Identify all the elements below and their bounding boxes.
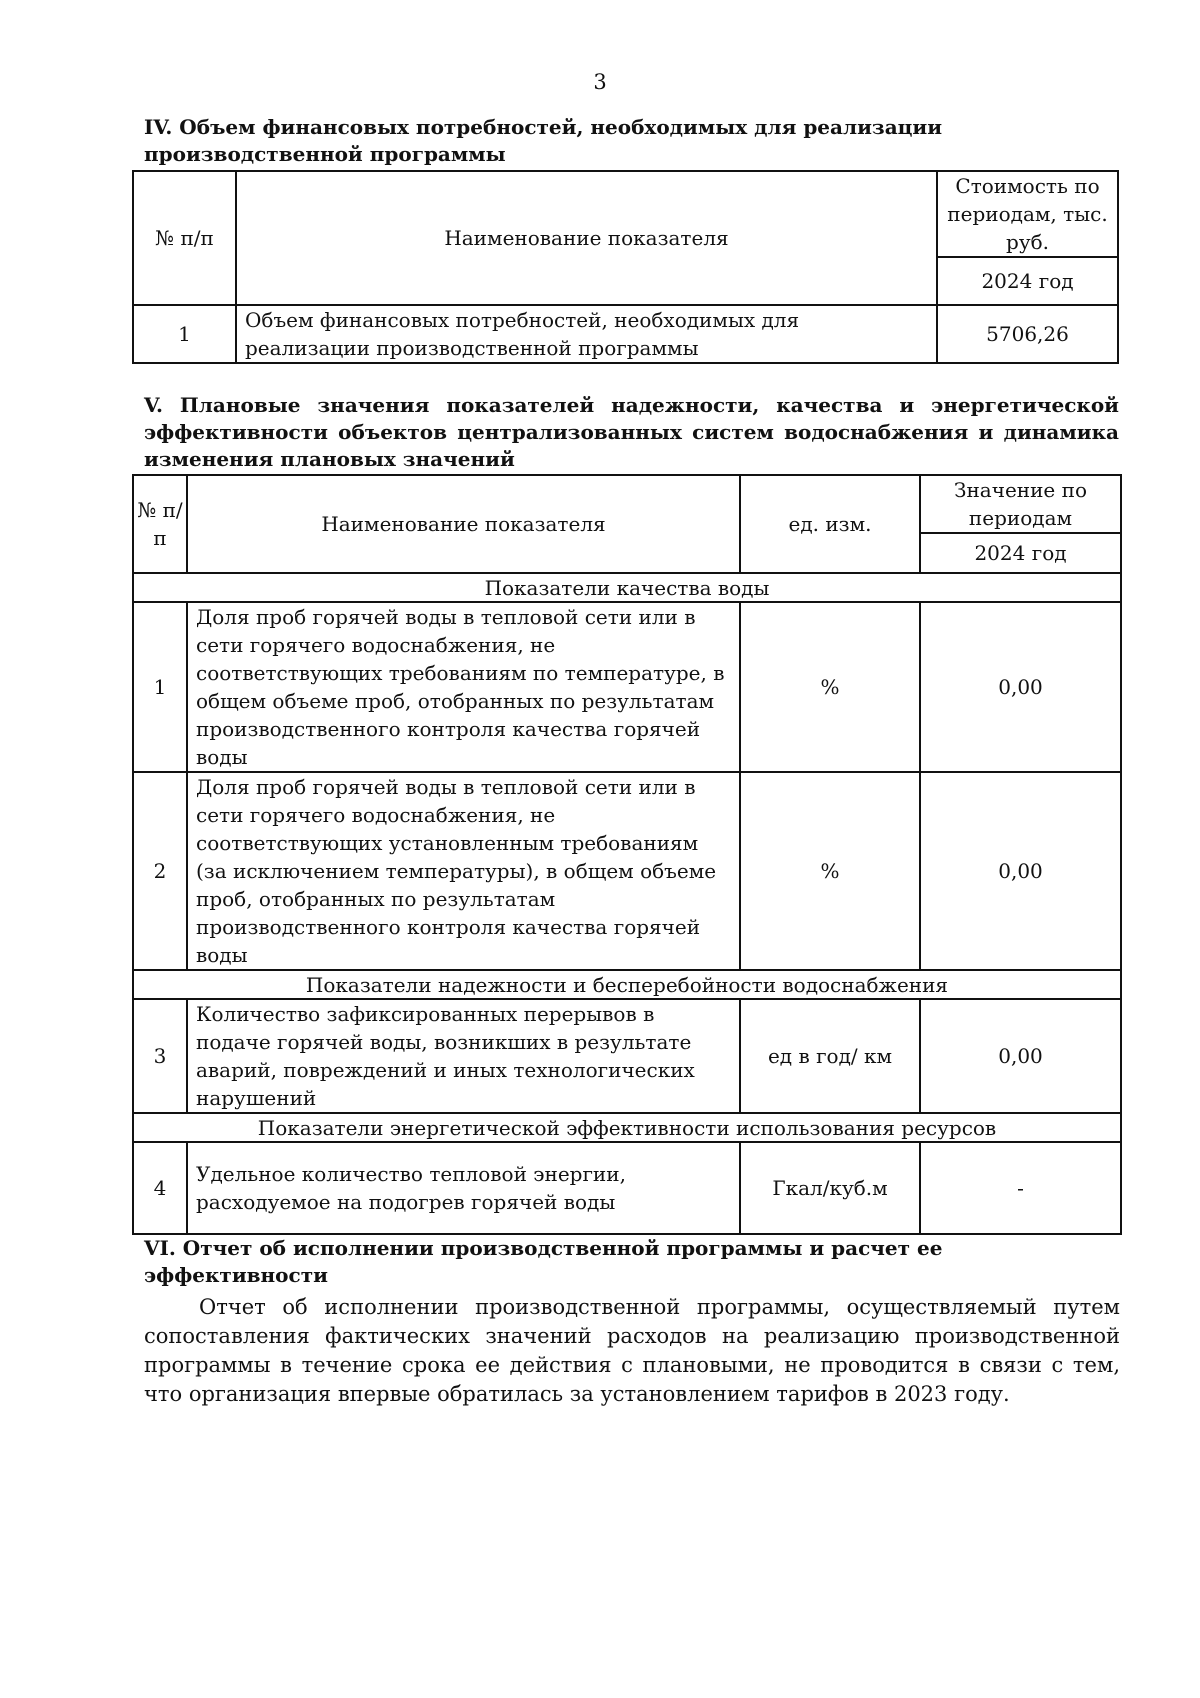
table-row — [133, 999, 1121, 1113]
row-name: Объем финансовых потребностей, необходимых для реализации производственной программы — [236, 305, 937, 363]
row-value: 5706,26 — [937, 305, 1118, 363]
row-number: 2 — [133, 772, 187, 970]
header-value: Значение по периодам — [920, 475, 1121, 533]
header-year: 2024 год — [920, 533, 1121, 573]
header-number: № п/п — [133, 475, 187, 573]
row-name: Количество зафиксированных перерывов в подаче горячей воды, возникших в результате аварий, повреждений и иных технологических нарушений — [187, 999, 740, 1113]
row-unit: % — [740, 772, 920, 970]
row-unit: Гкал/куб.м — [740, 1142, 920, 1234]
row-value: 0,00 — [920, 772, 1121, 970]
page-number: 3 — [593, 70, 607, 94]
section-5-title: V. Плановые значения показателей надежности, качества и энергетической эффективности объектов централизованных систем водоснабжения и динамика изменения плановых значений — [144, 393, 1119, 471]
header-cost: Стоимость по периодам, тыс. руб. — [937, 171, 1118, 257]
table-row — [133, 772, 1121, 970]
row-number: 4 — [133, 1142, 187, 1234]
header-indicator-name: Наименование показателя — [236, 171, 937, 305]
row-name: Доля проб горячей воды в тепловой сети или в сети горячего водоснабжения, не соответствующих требованиям по температуре, в общем объеме проб, отобранных по результатам производственного контроля качества горячей воды — [187, 602, 740, 772]
section-6-title: VI. Отчет об исполнении производственной программы и расчет ее эффективности — [144, 1236, 943, 1287]
financial-needs-table — [132, 170, 1119, 364]
header-unit: ед. изм. — [740, 475, 920, 573]
row-number: 1 — [133, 305, 236, 363]
section-header-energy-efficiency: Показатели энергетической эффективности использования ресурсов — [133, 1113, 1121, 1142]
header-year: 2024 год — [937, 257, 1118, 305]
table-row — [133, 602, 1121, 772]
row-name: Доля проб горячей воды в тепловой сети или в сети горячего водоснабжения, не соответствующих установленным требованиям (за исключением температуры), в общем объеме проб, отобранных по результатам производственного контроля качества горячей воды — [187, 772, 740, 970]
section-header-reliability: Показатели надежности и бесперебойности водоснабжения — [133, 970, 1121, 999]
section-4-title: IV. Объем финансовых потребностей, необходимых для реализации производственной программы — [144, 115, 943, 166]
row-unit: ед в год/ км — [740, 999, 920, 1113]
row-value: 0,00 — [920, 602, 1121, 772]
report-paragraph: Отчет об исполнении производственной программы, осуществляемый путем сопоставления фактических значений расходов на реализацию производственной программы в течение срока ее действия с плановыми, не проводится в связи с тем, что организация впервые обратилась за установлением тарифов в 2023 году. — [144, 1295, 1120, 1406]
planned-indicators-table — [132, 474, 1122, 1235]
row-value: 0,00 — [920, 999, 1121, 1113]
section-header-quality: Показатели качества воды — [133, 573, 1121, 602]
row-unit: % — [740, 602, 920, 772]
header-number: № п/п — [133, 171, 236, 305]
table-row — [133, 1142, 1121, 1234]
row-number: 1 — [133, 602, 187, 772]
table-row — [133, 305, 1118, 363]
row-name: Удельное количество тепловой энергии, расходуемое на подогрев горячей воды — [187, 1142, 740, 1234]
row-number: 3 — [133, 999, 187, 1113]
row-value: - — [920, 1142, 1121, 1234]
header-indicator-name: Наименование показателя — [187, 475, 740, 573]
